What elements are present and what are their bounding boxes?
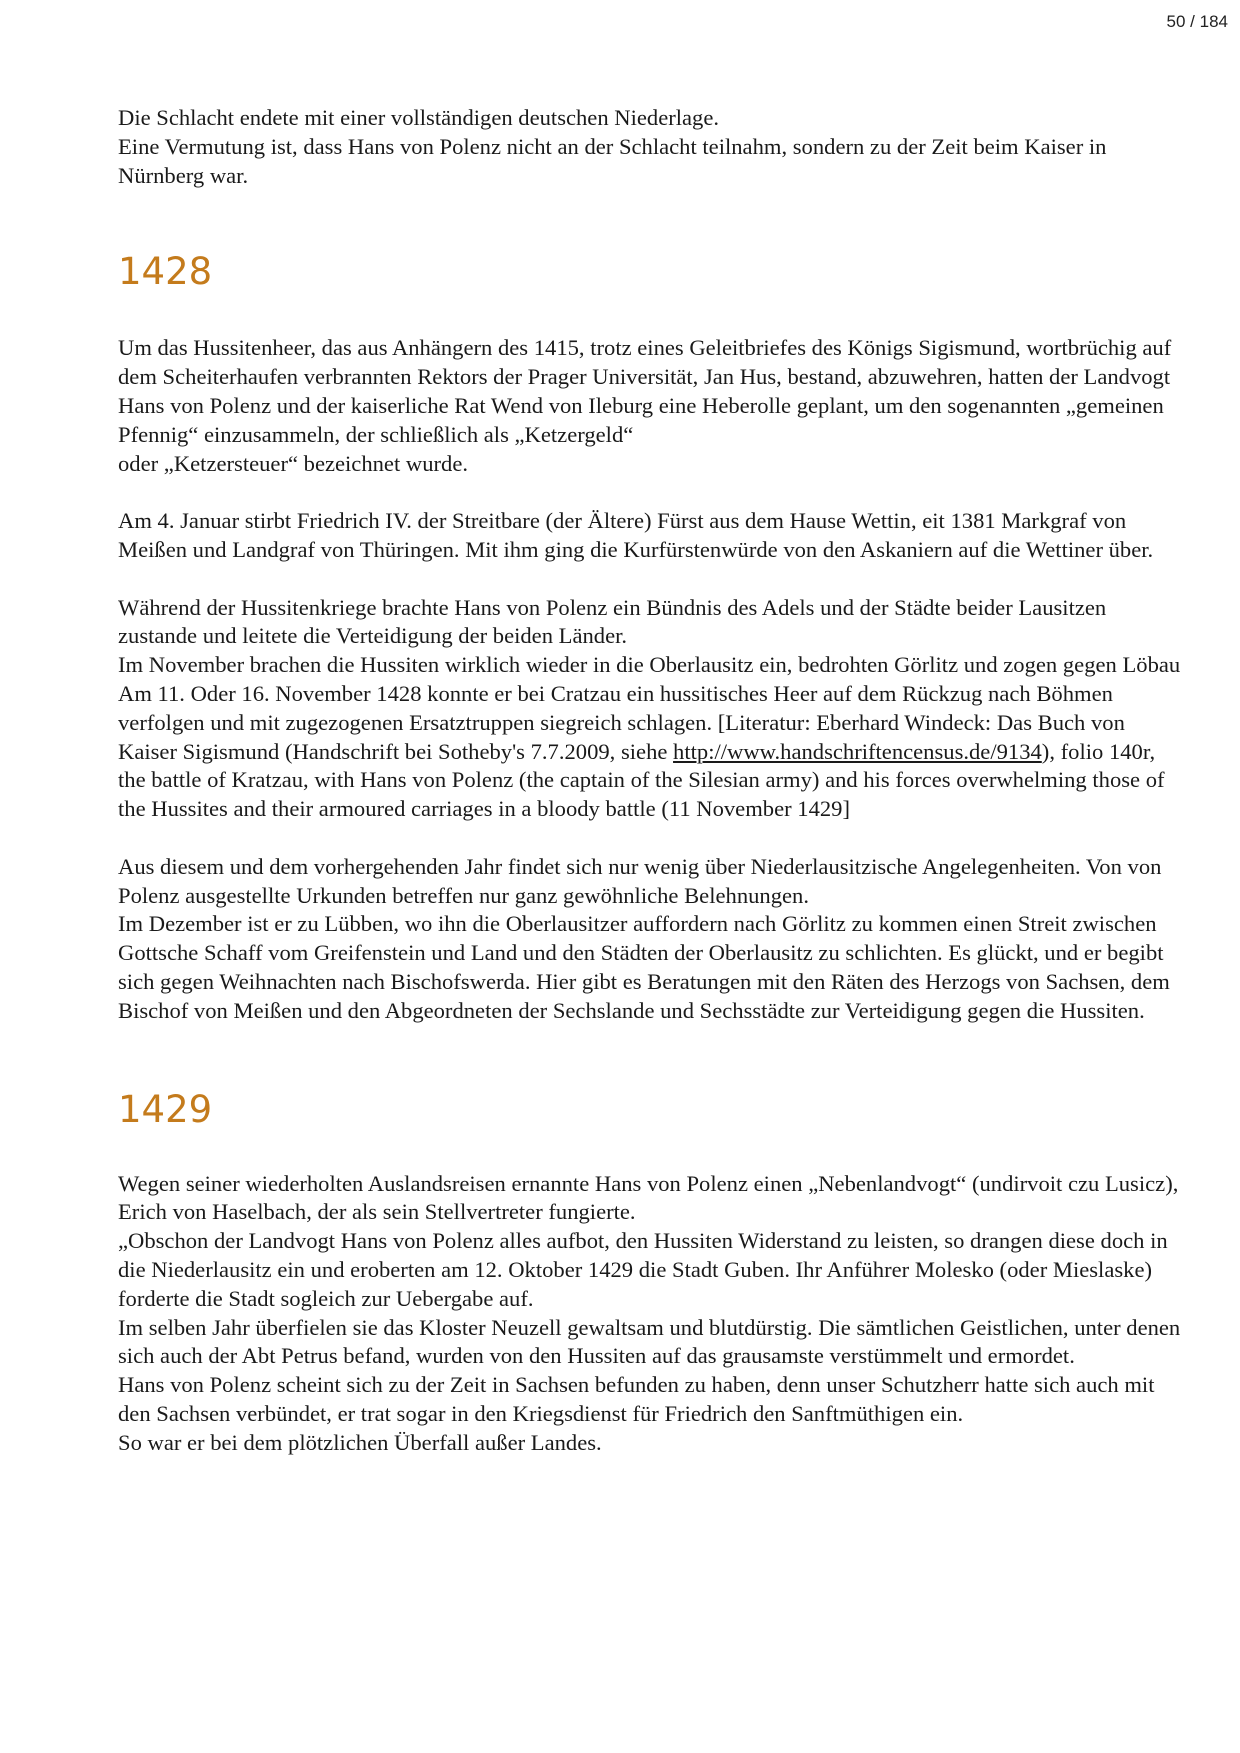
paragraph-1428-3: Während der Hussitenkriege brachte Hans von Polenz ein Bündnis des Adels und der Städte beider Lausitzen zustande und leitete die Verteidigung der beiden Länder. — [118, 594, 1107, 649]
paragraph-1428-5-start: Am 11. Oder 16. November 1428 konnte er bei Cratzau ein hussitisches Heer auf dem Rückzug nach Böhmen verfolgen und mit zugezogenen Ersatztruppen siegreich schlagen. [Literatur: Eberhard Windeck: Das Buch von Kaiser Sigismund (Handschrift bei Sotheby's 7.7.2009, siehe — [118, 680, 1125, 764]
section-heading-1429: 1429 — [118, 1087, 213, 1131]
paragraph-1428-5 — [118, 680, 1188, 824]
paragraph-1428-2: Am 4. Januar stirbt Friedrich IV. der Streitbare (der Ältere) Fürst aus dem Hause Wettin, eit 1381 Markgraf von Meißen und Landgraf von Thüringen. Mit ihm ging die Kurfürstenwürde von den Askaniern auf die Wettiner über. — [118, 508, 1154, 562]
section-heading-1428: 1428 — [118, 250, 213, 294]
paragraph-1428-1: Um das Hussitenheer, das aus Anhängern des 1415, trotz eines Geleitbriefes des Königs Sigismund, wortbrüchig auf dem Scheiterhaufen verbrannten Rektors der Prager Universität, Jan Hus, bestand, abzuwehren, hatten der Landvogt Hans von Polenz und der kaiserliche Rat Wend von Ileburg eine Heberolle geplant, um den sogenannten „gemeinen Pfennig“ einzusammeln, der schließlich als „Ketzergeld“ — [118, 335, 1172, 447]
paragraph-1429-5: So war er bei dem plötzlichen Überfall außer Landes. — [118, 1429, 602, 1455]
paragraph-1428-6: Aus diesem und dem vorhergehenden Jahr findet sich nur wenig über Niederlausitzische Angelegenheiten. Von von Polenz ausgestellte Urkunden betreffen nur ganz gewöhnliche Belehnungen. — [118, 853, 1162, 908]
paragraph-1428-5-end: ), folio 140r, the battle of Kratzau, with Hans von Polenz (the captain of the Silesian army) and his forces overwhelming those of the Hussites and their armoured carriages in a bloody battle (11 November 1429] — [118, 738, 1165, 822]
page-number: 50 / 184 — [1166, 12, 1228, 31]
paragraph-1428-4: Im November brachen die Hussiten wirklich wieder in die Oberlausitz ein, bedrohten Görlitz und zogen gegen Löbau — [118, 652, 1181, 678]
document-body — [118, 104, 1188, 1457]
paragraph-1428-7: Im Dezember ist er zu Lübben, wo ihn die Oberlausitzer auffordern nach Görlitz zu kommen einen Streit zwischen Gottsche Schaff vom Greifenstein und Land und den Städten der Oberlausitz zu schlichten. Es glückt, und er begibt sich gegen Weihnachten nach Bischofswerda. Hier gibt es Beratungen mit den Räten des Herzogs von Sachsen, dem Bischof von Meißen und den Abgeordneten der Sechslande und Sechsstädte zur Verteidigung gegen die Hussiten. — [118, 911, 1170, 1023]
paragraph-1429-1: Wegen seiner wiederholten Auslandsreisen ernannte Hans von Polenz einen „Nebenlandvogt“ (undirvoit czu Lusicz), Erich von Haselbach, der als sein Stellvertreter fungierte. — [118, 1170, 1179, 1225]
paragraph-1429-3: Im selben Jahr überfielen sie das Kloster Neuzell gewaltsam und blutdürstig. Die sämtlichen Geistlichen, unter denen sich auch der Abt Petrus befand, wurden von den Hussiten auf das grausamste verstümmelt und ermordet. — [118, 1314, 1181, 1369]
paragraph-1429-4: Hans von Polenz scheint sich zu der Zeit in Sachsen befunden zu haben, denn unser Schutzherr hatte sich auch mit den Sachsen verbündet, er trat sogar in den Kriegsdienst für Friedrich den Sanftmüthigen ein. — [118, 1372, 1155, 1426]
paragraph-1429-2: „Obschon der Landvogt Hans von Polenz alles aufbot, den Hussiten Widerstand zu leisten, so drangen diese doch in die Niederlausitz ein und eroberten am 12. Oktober 1429 die Stadt Guben. Ihr Anführer Molesko (oder Mieslaske) forderte die Stadt sogleich zur Uebergabe auf. — [118, 1228, 1168, 1311]
paragraph-1428-1b: oder „Ketzersteuer“ bezeichnet wurde. — [118, 450, 468, 476]
handschriftencensus-link[interactable]: http://www.handschriftencensus.de/9134 — [673, 738, 1042, 764]
intro-paragraph-2: Eine Vermutung ist, dass Hans von Polenz nicht an der Schlacht teilnahm, sondern zu der Zeit beim Kaiser in Nürnberg war. — [118, 133, 1107, 188]
intro-paragraph-1: Die Schlacht endete mit einer vollständigen deutschen Niederlage. — [118, 105, 720, 130]
